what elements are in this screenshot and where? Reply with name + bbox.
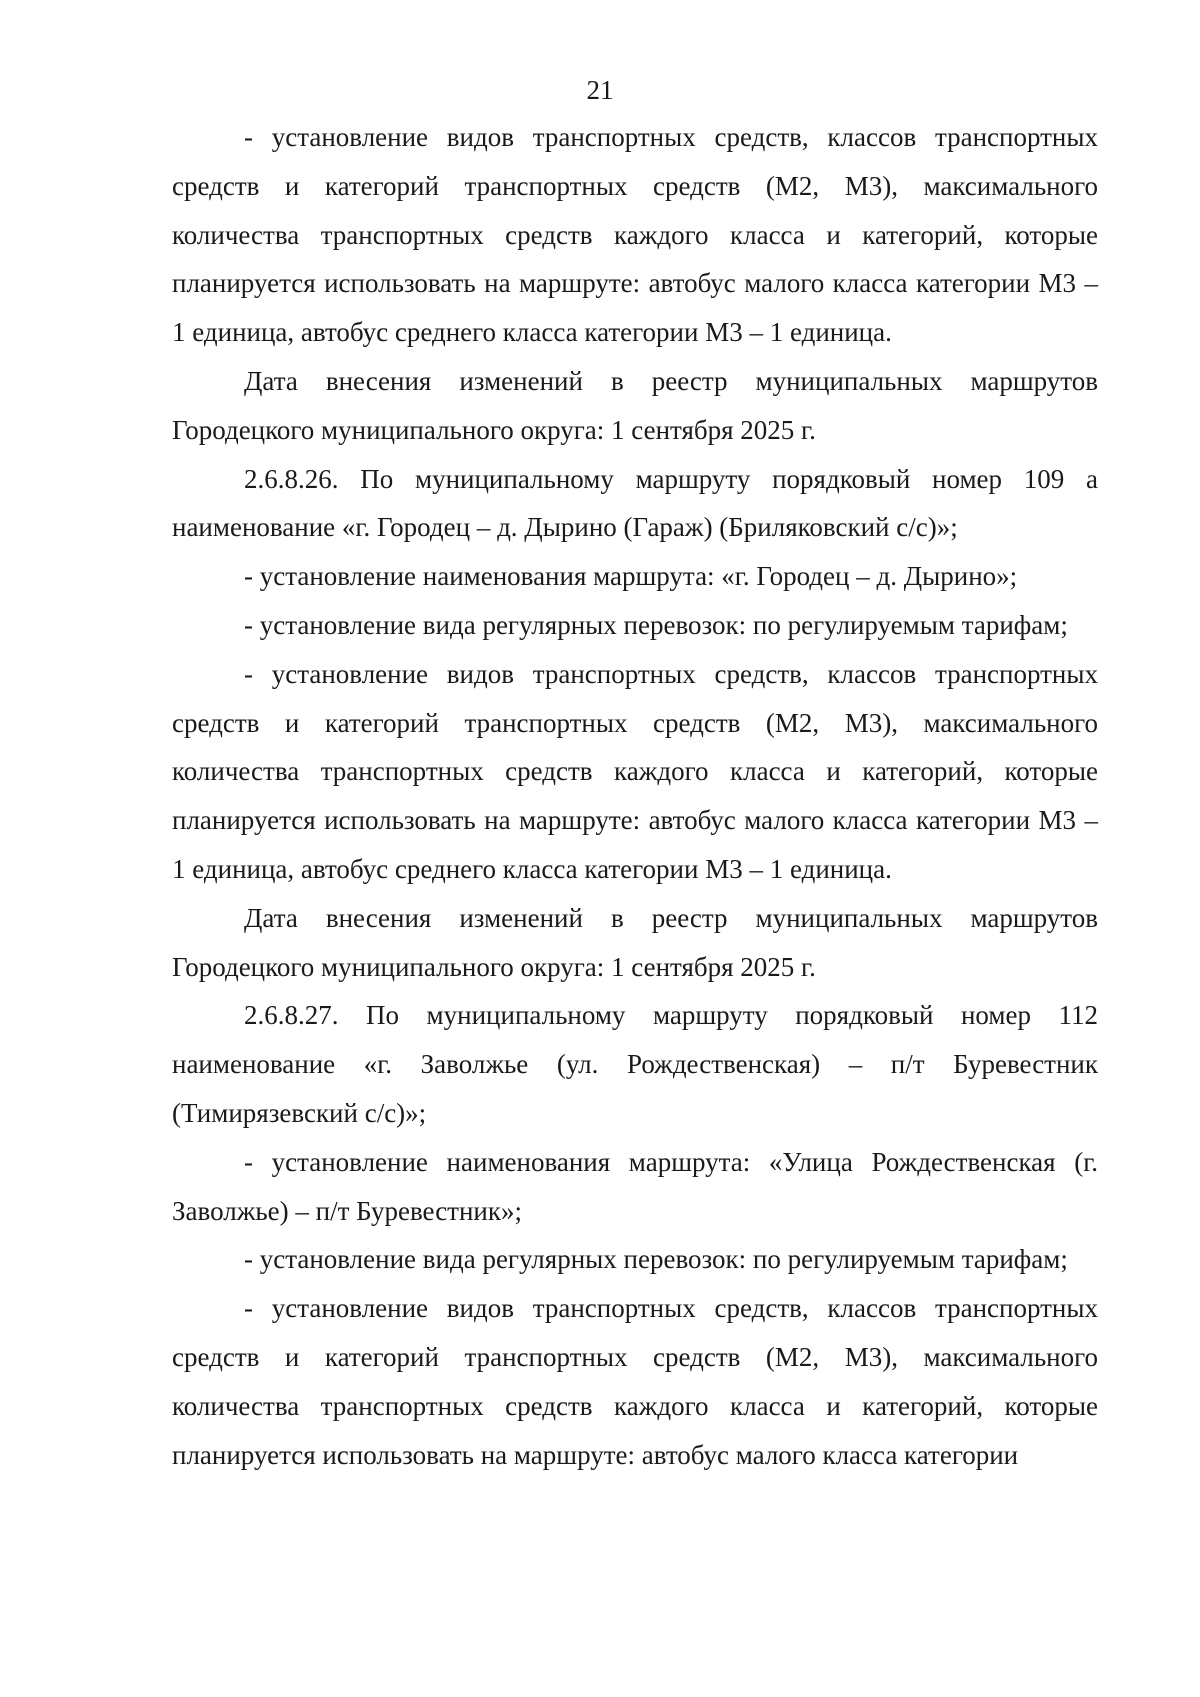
paragraph-vehicle-types-112: - установление видов транспортных средств, классов транспортных средств и категорий транспортных средств (М2, М3), максимального количества транспортных средств каждого класса и категорий, которые планируется использовать на маршруте: автобус малого класса категории: [172, 1293, 1098, 1470]
paragraph-transport-type-109a: - установление вида регулярных перевозок: по регулируемым тарифам;: [244, 609, 1068, 640]
paragraph-vehicle-types-1: - установление видов транспортных средств, классов транспортных средств и категорий транспортных средств (М2, М3), максимального количества транспортных средств каждого класса и категорий, которые планируется использовать на маршруте: автобус малого класса категории М3 – 1 единица, автобус среднего класса категории М3 – 1 единица.: [172, 122, 1098, 348]
document-body: [172, 113, 1098, 1479]
paragraph-route-109a: 2.6.8.26. По муниципальному маршруту порядковый номер 109 а наименование «г. Городец – д. Дырино (Гараж) (Бриляковский с/с)»;: [172, 463, 1098, 543]
paragraph-route-112: 2.6.8.27. По муниципальному маршруту порядковый номер 112 наименование «г. Заволжье (ул. Рождественская) – п/т Буревестник (Тимирязевский с/с)»;: [172, 1000, 1098, 1128]
paragraph-transport-type-112: - установление вида регулярных перевозок: по регулируемым тарифам;: [244, 1244, 1068, 1275]
page-number: 21: [586, 75, 614, 105]
paragraph-vehicle-types-109a: - установление видов транспортных средств, классов транспортных средств и категорий транспортных средств (М2, М3), максимального количества транспортных средств каждого класса и категорий, которые планируется использовать на маршруте: автобус малого класса категории М3 – 1 единица, автобус среднего класса категории М3 – 1 единица.: [172, 658, 1098, 884]
paragraph-route-name-109a: - установление наименования маршрута: «г. Городец – д. Дырино»;: [244, 561, 1018, 592]
paragraph-registry-date-1: Дата внесения изменений в реестр муниципальных маршрутов Городецкого муниципального округа: 1 сентября 2025 г.: [172, 365, 1098, 445]
paragraph-route-name-112: - установление наименования маршрута: «Улица Рождественская (г. Заволжье) – п/т Буревестник»;: [172, 1146, 1098, 1226]
paragraph-registry-date-109a: Дата внесения изменений в реестр муниципальных маршрутов Городецкого муниципального округа: 1 сентября 2025 г.: [172, 902, 1098, 982]
